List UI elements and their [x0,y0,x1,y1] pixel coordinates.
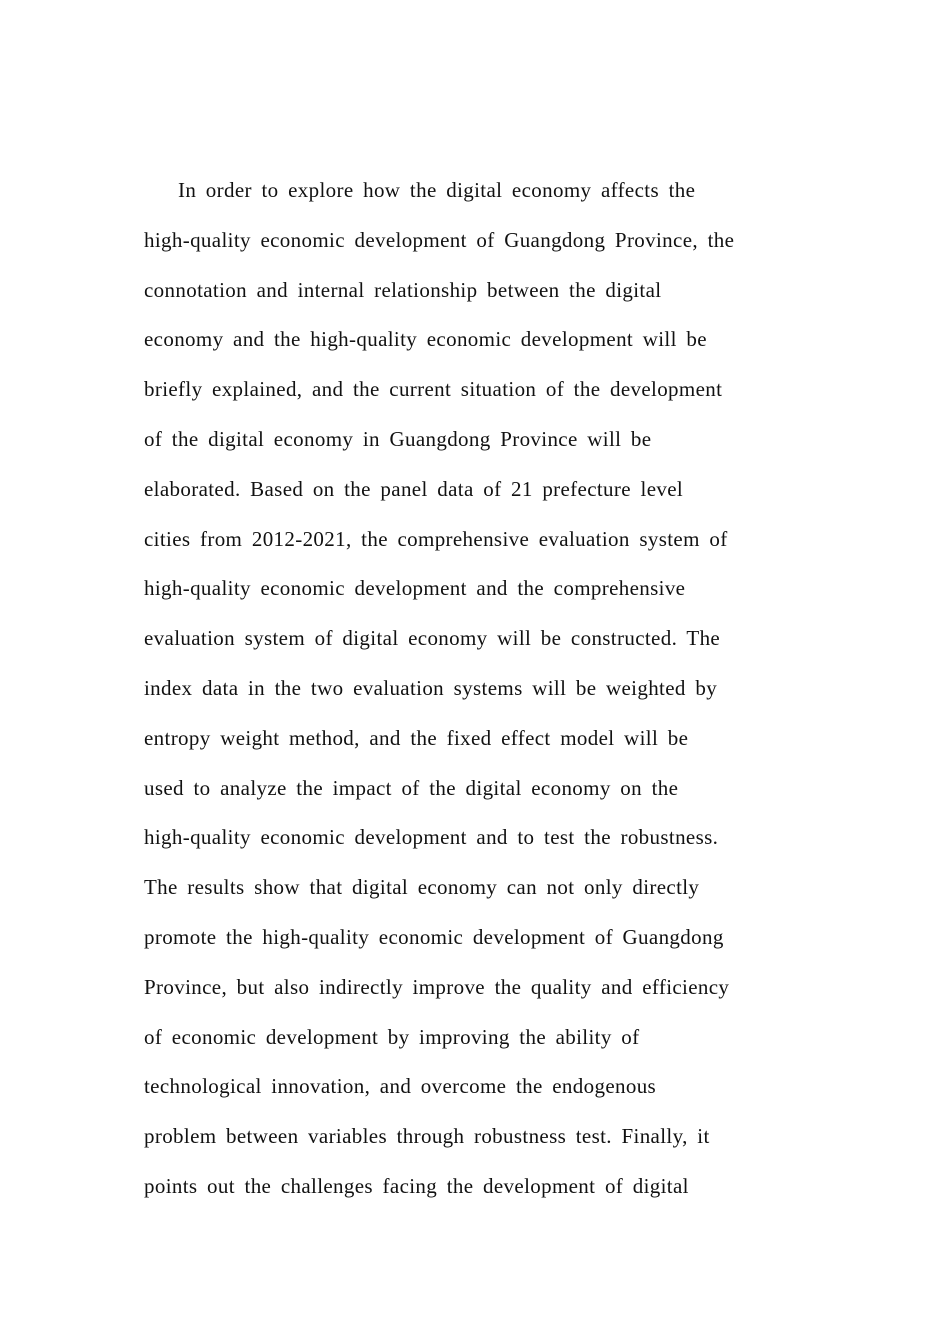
paragraph-line: economy and the high-quality economic development will be [144,327,707,352]
paragraph-line: briefly explained, and the current situation of the development [144,377,723,402]
paragraph-line: problem between variables through robustness test. Finally, it [144,1124,710,1149]
paragraph-line: points out the challenges facing the development of digital [144,1173,689,1198]
paragraph-line: cities from 2012-2021, the comprehensive evaluation system of [144,526,728,551]
paragraph-line: Province, but also indirectly improve the quality and efficiency [144,974,730,999]
paragraph-line: promote the high-quality economic development of Guangdong [144,924,724,949]
paragraph-line: high-quality economic development and the comprehensive [144,576,686,601]
paragraph-line: index data in the two evaluation systems will be weighted by [144,675,718,700]
paragraph-line: The results show that digital economy can not only directly [144,875,700,900]
paragraph-line: used to analyze the impact of the digital economy on the [144,775,679,800]
paragraph-line: entropy weight method, and the fixed effect model will be [144,725,689,750]
paragraph-line: of economic development by improving the ability of [144,1024,640,1049]
paragraph-line: technological innovation, and overcome the endogenous [144,1074,657,1099]
paragraph-line: elaborated. Based on the panel data of 21 prefecture level [144,476,684,501]
paragraph-line: of the digital economy in Guangdong Province will be [144,426,652,451]
paragraph-line: high-quality economic development of Guangdong Province, the [144,227,735,252]
paragraph-line: evaluation system of digital economy will be constructed. The [144,626,721,651]
body-paragraph [144,166,824,1212]
paragraph-line: high-quality economic development and to test the robustness. [144,825,719,850]
paragraph-line: In order to explore how the digital economy affects the [178,178,696,202]
paragraph-line: connotation and internal relationship between the digital [144,277,662,302]
